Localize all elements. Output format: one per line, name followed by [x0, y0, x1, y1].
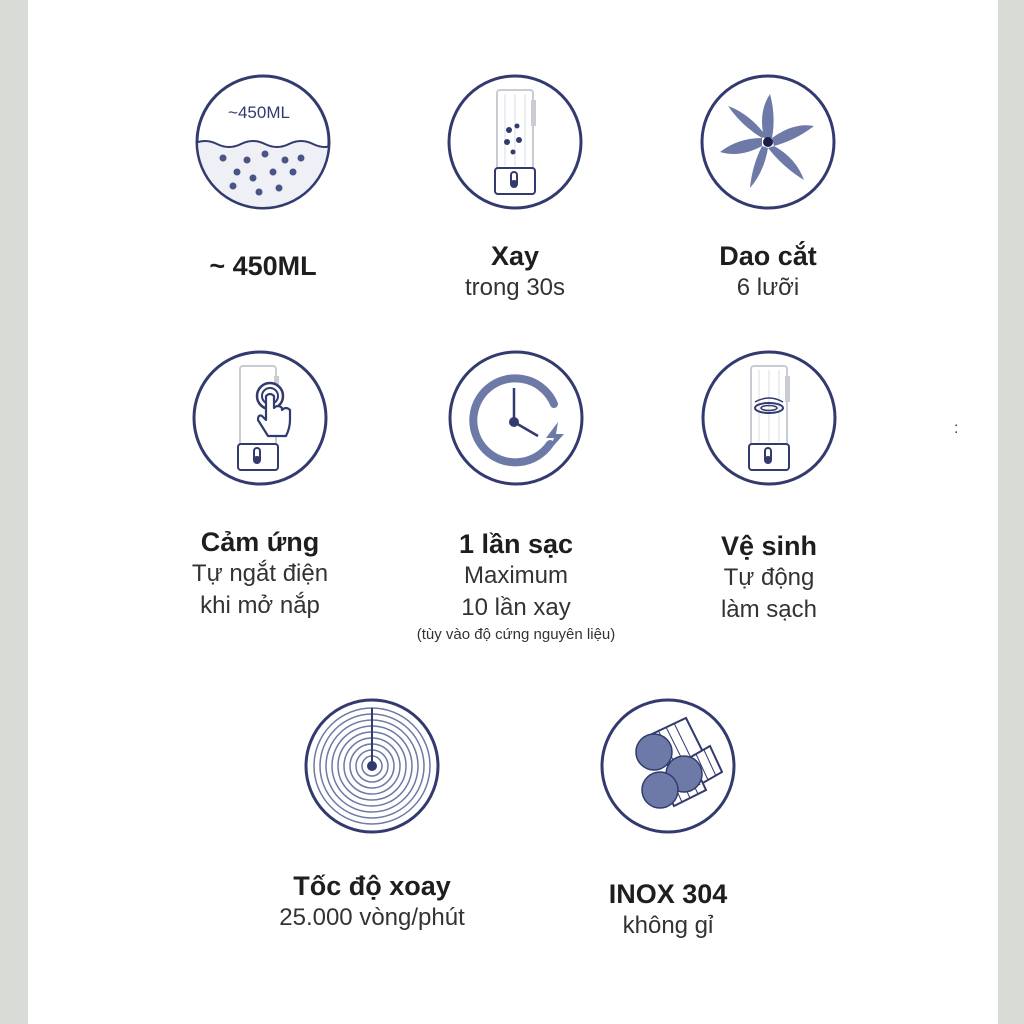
feature-touch	[130, 348, 390, 622]
feature-title: Cảm ứng	[200, 527, 320, 557]
feature-title: Tốc độ xoay	[293, 871, 451, 901]
touch-button-icon	[190, 348, 330, 488]
feature-note: (tùy vào độ cứng nguyên liệu)	[416, 626, 616, 643]
feature-subtitle: trong 30s	[464, 274, 566, 301]
feature-subtitle-line-1: Maximum	[463, 562, 568, 589]
capacity-icon-label: ~450ML	[228, 103, 290, 122]
blender-bubbles-icon	[445, 72, 585, 212]
six-blade-icon	[698, 72, 838, 212]
feature-capacity	[133, 72, 393, 282]
feature-panel	[28, 0, 998, 1024]
feature-blend	[385, 72, 645, 304]
stray-mark: :	[954, 420, 959, 437]
feature-charge	[386, 348, 646, 646]
feature-subtitle-line-1: Tự ngắt điện	[191, 560, 329, 587]
feature-clean	[639, 348, 899, 626]
feature-speed	[242, 696, 502, 934]
feature-subtitle: 25.000 vòng/phút	[279, 904, 465, 931]
feature-title: ~ 450ML	[209, 251, 317, 281]
feature-title: Xay	[490, 241, 540, 271]
steel-rods-icon	[598, 696, 738, 836]
feature-subtitle: không gỉ	[622, 912, 714, 939]
feature-blades	[638, 72, 898, 304]
feature-subtitle-line-2: làm sạch	[720, 596, 818, 623]
rotation-speed-icon	[302, 696, 442, 836]
feature-subtitle-line-2: 10 lần xay	[461, 594, 571, 621]
feature-steel	[538, 696, 798, 942]
feature-title: Dao cắt	[719, 241, 817, 271]
feature-title: INOX 304	[608, 879, 728, 909]
feature-subtitle-line-1: Tự động	[723, 564, 815, 591]
feature-subtitle: 6 lưỡi	[736, 274, 800, 301]
feature-title: 1 lần sạc	[458, 529, 574, 559]
water-level-icon	[193, 72, 333, 212]
self-clean-icon	[699, 348, 839, 488]
feature-subtitle-line-2: khi mở nắp	[200, 592, 320, 619]
clock-charge-icon	[446, 348, 586, 488]
feature-title: Vệ sinh	[720, 531, 818, 561]
